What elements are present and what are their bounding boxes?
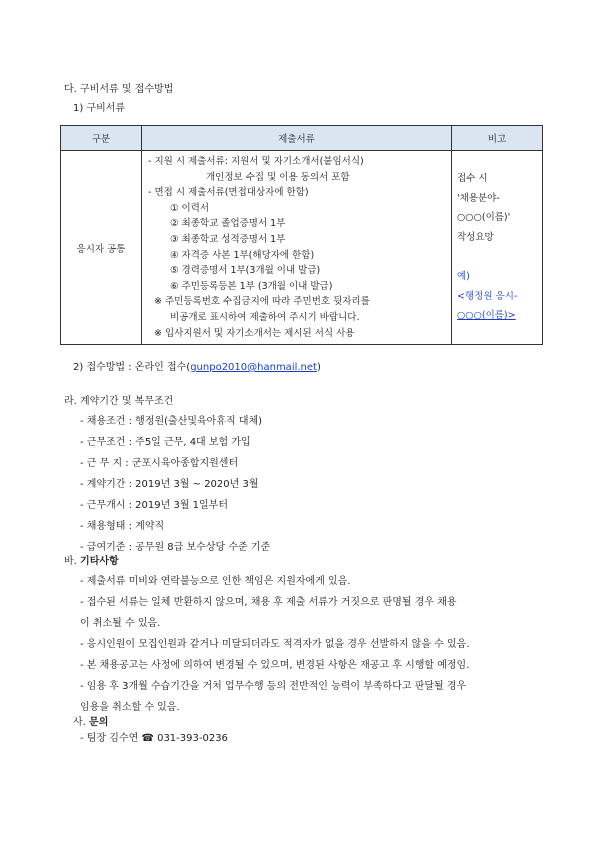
contact-line: - 팀장 김수연 ☎ 031-393-0236: [80, 733, 228, 744]
documents-table: [60, 125, 543, 345]
list-item: - 근 무 지 : 군포시육아종합지원센터: [80, 458, 239, 469]
section-heading-contract: 라. 계약기간 및 복무조건: [64, 396, 174, 407]
other-title: 기타사항: [80, 556, 119, 567]
doc-line: 비공개로 표시하여 제출하여 주시기 바랍니다.: [170, 311, 360, 323]
doc-line: - 지원 시 제출서류: 지원서 및 자기소개서(붙임서식): [148, 156, 364, 167]
list-item: - 임용 후 3개월 수습기간을 거처 업무수행 등의 전반적인 능력이 부족하다고 판달될 경우: [80, 681, 467, 692]
section-heading-other: 바. 기타사항: [64, 556, 119, 567]
doc-line: 개인정보 수집 및 이용 동의서 포함: [206, 171, 350, 183]
submission-method-label: 2) 접수방법 : 온라인 접수(: [73, 362, 191, 373]
note-line: '채용분야-: [457, 192, 500, 204]
inquiry-title: 문의: [89, 717, 109, 728]
category-cell: 응시자 공통: [61, 151, 142, 345]
note-example-label: 예): [457, 271, 470, 282]
note-example-line: ○○○(이름)>: [457, 310, 516, 321]
list-item: - 채용형태 : 계약직: [80, 521, 165, 532]
list-item: - 제출서류 미비와 연락불능으로 인한 책임은 지원자에게 있음.: [80, 576, 351, 587]
doc-line: ② 최종학교 졸업증명서 1부: [170, 218, 286, 230]
list-item: - 계약기간 : 2019년 3월 ~ 2020년 3월: [80, 479, 259, 490]
documents-cell: [142, 151, 452, 345]
table-row: [61, 151, 543, 345]
doc-line: ⑥ 주민등록등본 1부 (3개월 이내 발급): [170, 280, 333, 292]
doc-line: ④ 자격증 사본 1부(해당자에 한함): [170, 249, 315, 261]
note-example-line: <행정원 응시-: [457, 290, 518, 302]
email-link[interactable]: gunpo2010@hanmail.net: [190, 362, 317, 373]
list-item: - 접수된 서류는 일체 반환하지 않으며, 채용 후 제출 서류가 거짓으로 판명될 경우 채용: [80, 597, 457, 608]
note-line: 작성요망: [457, 231, 494, 243]
table-header-row: [61, 126, 543, 151]
doc-line: ※ 주민등록번호 수집금지에 따라 주민번호 뒷자리를: [154, 296, 370, 308]
section-heading-submission: 다. 구비서류 및 접수방법: [64, 84, 174, 95]
doc-line: - 면접 시 제출서류(면접대상자에 한함): [148, 187, 309, 199]
subheading-documents: 1) 구비서류: [73, 103, 126, 114]
doc-line: ① 이력서: [170, 202, 210, 214]
list-item: - 급여기준 : 공무원 8급 보수상당 수준 기준: [80, 542, 271, 553]
list-item: - 채용조건 : 행정원(출산및육아휴직 대체): [80, 416, 263, 427]
list-item: - 본 채용공고는 사정에 의하여 변경될 수 있으며, 변경된 사항은 재공고 후 시행할 예정임.: [80, 660, 470, 671]
submission-method-suffix: ): [316, 362, 321, 373]
doc-line: ※ 입사지원서 및 자기소개서는 제시된 서식 사용: [154, 327, 355, 339]
note-line: 접수 시: [457, 173, 488, 184]
submission-method: [73, 361, 321, 375]
list-item: - 근무조건 : 주5일 근무, 4대 보험 가입: [80, 437, 251, 448]
list-item-continuation: 이 취소될 수 있음.: [80, 618, 161, 629]
header-remarks: 비고: [452, 126, 543, 151]
header-documents: 제출서류: [142, 126, 452, 151]
doc-line: ③ 최종학교 성적증명서 1부: [170, 233, 286, 245]
note-line: ○○○(이름)': [457, 212, 511, 223]
list-item: - 근무개시 : 2019년 3월 1일부터: [80, 500, 228, 511]
doc-line: ⑤ 경력증명서 1부(3개월 이내 발급): [170, 265, 321, 277]
header-category: 구분: [61, 126, 142, 151]
remarks-cell: [452, 151, 543, 345]
section-heading-inquiry: 사. 문의: [73, 717, 109, 728]
list-item-continuation: 임용을 취소할 수 있음.: [80, 702, 180, 713]
list-item: - 응시인원이 모집인원과 같거나 미달되더라도 적격자가 없을 경우 선발하지 않을 수 있음.: [80, 639, 470, 650]
